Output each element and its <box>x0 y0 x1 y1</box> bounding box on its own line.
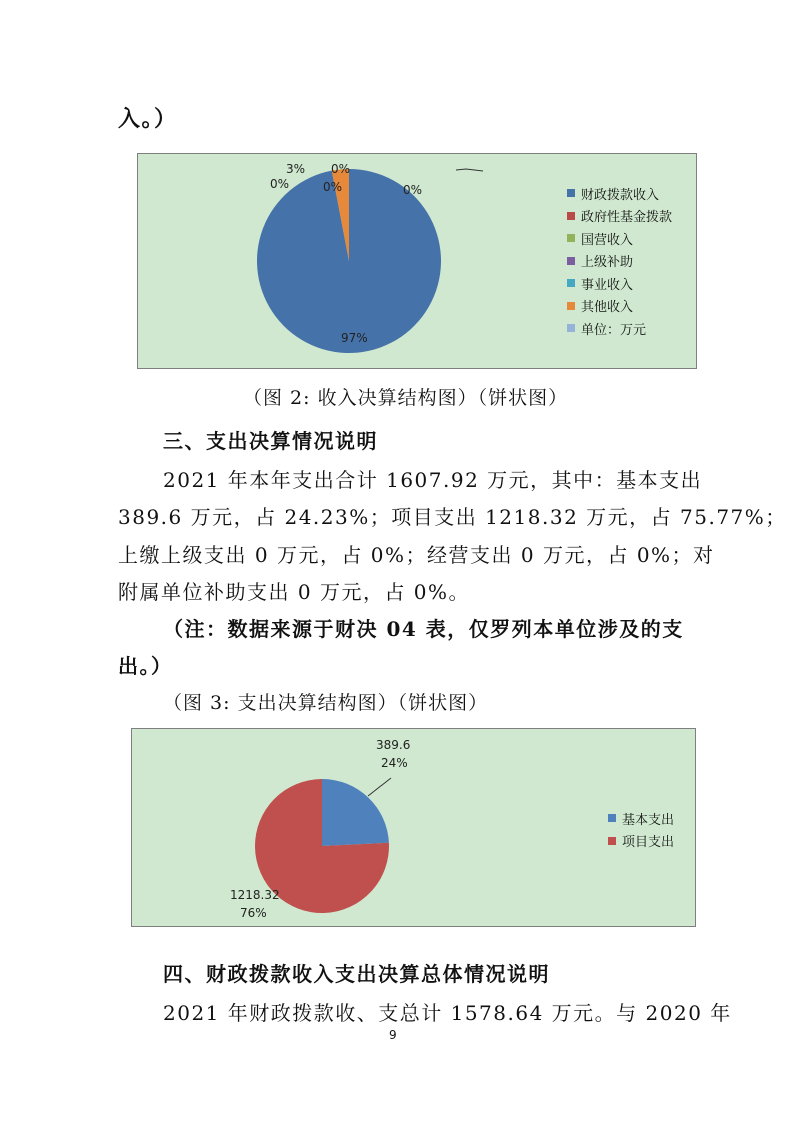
legend-item <box>567 250 672 273</box>
legend-label: 单位：万元 <box>581 322 647 338</box>
legend-swatch <box>567 279 575 287</box>
legend-swatch <box>567 212 575 220</box>
pie1-label-zero-b: 0% <box>270 177 290 191</box>
legend-label: 基本支出 <box>622 812 675 828</box>
legend-label: 国营收入 <box>581 232 634 248</box>
figure3-caption: （图 3: 支出决算结构图）（饼状图） <box>163 692 489 714</box>
legend-item <box>567 272 672 295</box>
pie2-label-basic-value: 389.6 <box>376 738 411 752</box>
section3-note-line: （注：数据来源于财决 04 表，仅罗列本单位涉及的支 <box>163 617 684 641</box>
top-line: 入。） <box>118 106 178 132</box>
pie1-label-main: 97% <box>341 331 368 345</box>
legend-item <box>608 807 674 830</box>
legend-item <box>567 295 672 318</box>
section3-para-line: 附属单位补助支出 0 万元，占 0%。 <box>118 580 471 604</box>
legend-label: 上级补助 <box>581 255 634 271</box>
pie1-label-zero-a: 0% <box>331 162 351 176</box>
pie2-leader-line <box>368 778 391 796</box>
pie2-label-basic-percent: 24% <box>381 756 408 770</box>
section3-para-line: 上缴上级支出 0 万元，占 0%；经营支出 0 万元，占 0%；对 <box>118 543 715 567</box>
pie2-label-project-value: 1218.32 <box>230 888 280 902</box>
legend-swatch <box>567 189 575 197</box>
legend-swatch <box>567 302 575 310</box>
legend-item <box>567 227 672 250</box>
section4-para-line: 2021 年财政拨款收、支总计 1578.64 万元。与 2020 年 <box>163 1001 732 1025</box>
pie2-label-project-percent: 76% <box>240 906 267 920</box>
section3-para-line: 2021 年本年支出合计 1607.92 万元，其中：基本支出 <box>163 468 703 492</box>
section3-para-line: 389.6 万元，占 24.23%；项目支出 1218.32 万元，占 75.77%； <box>118 505 787 529</box>
pie1-label-zero-d: 0% <box>403 183 423 197</box>
legend-item <box>567 182 672 205</box>
legend-label: 事业收入 <box>581 277 634 293</box>
page-number: 9 <box>389 1028 397 1042</box>
pie-slice <box>322 779 389 846</box>
legend-swatch <box>608 814 616 822</box>
legend-swatch <box>567 234 575 242</box>
legend-item <box>567 317 672 340</box>
legend-label: 政府性基金拨款 <box>581 210 673 226</box>
legend-swatch <box>567 257 575 265</box>
section3-heading: 三、支出决算情况说明 <box>163 429 378 453</box>
legend-label: 项目支出 <box>622 835 675 851</box>
pie1-label-zero-c: 0% <box>323 180 343 194</box>
section4-heading: 四、财政拨款收入支出决算总体情况说明 <box>163 962 550 986</box>
pie1-label-other: 3% <box>286 162 306 176</box>
legend-swatch <box>567 324 575 332</box>
section3-note-line: 出。） <box>118 654 173 678</box>
legend-swatch <box>608 837 616 845</box>
expenditure-pie-chart <box>131 728 696 927</box>
pie1-leader-line <box>456 169 483 171</box>
legend-item <box>608 830 674 853</box>
expenditure-legend <box>608 807 674 852</box>
income-legend <box>567 182 672 340</box>
legend-label: 财政拨款收入 <box>581 187 660 203</box>
legend-label: 其他收入 <box>581 300 634 316</box>
legend-item <box>567 205 672 228</box>
income-pie-chart <box>137 153 697 369</box>
figure2-caption: （图 2: 收入决算结构图）（饼状图） <box>243 387 569 409</box>
